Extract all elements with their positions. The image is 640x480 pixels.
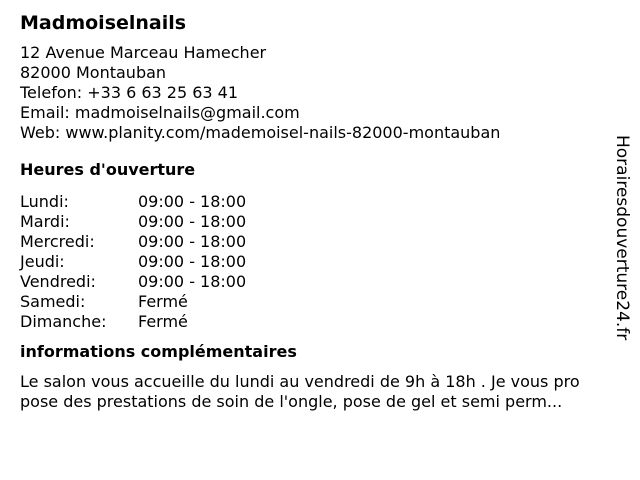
opening-hours-table	[20, 192, 610, 332]
day-hours: 09:00 - 18:00	[138, 232, 247, 251]
hours-row-thursday	[20, 252, 610, 272]
hours-row-tuesday	[20, 212, 610, 232]
day-label: Mardi:	[20, 212, 70, 231]
additional-info-text	[20, 372, 610, 412]
address-street: 12 Avenue Marceau Hamecher	[20, 43, 267, 62]
day-hours: 09:00 - 18:00	[138, 212, 247, 231]
hours-row-saturday	[20, 292, 610, 312]
day-hours: Fermé	[138, 292, 188, 311]
day-hours: 09:00 - 18:00	[138, 192, 247, 211]
email-address: Email: madmoiselnails@gmail.com	[20, 103, 300, 122]
info-line: Le salon vous accueille du lundi au vendredi de 9h à 18h . Je vous pro	[20, 372, 580, 391]
address-city: 82000 Montauban	[20, 63, 167, 82]
day-label: Samedi:	[20, 292, 86, 311]
day-label: Vendredi:	[20, 272, 96, 291]
hours-row-friday	[20, 272, 610, 292]
hours-row-sunday	[20, 312, 610, 332]
day-label: Mercredi:	[20, 232, 95, 251]
site-watermark: Horairesdouverture24.fr	[612, 135, 632, 341]
hours-row-monday	[20, 192, 610, 212]
day-label: Dimanche:	[20, 312, 107, 331]
business-name: Madmoiselnails	[20, 12, 187, 34]
address-block	[20, 43, 610, 143]
additional-info-heading: informations complémentaires	[20, 342, 297, 361]
hours-row-wednesday	[20, 232, 610, 252]
day-hours: 09:00 - 18:00	[138, 252, 247, 271]
opening-hours-heading: Heures d'ouverture	[20, 160, 196, 179]
day-hours: Fermé	[138, 312, 188, 331]
day-label: Lundi:	[20, 192, 69, 211]
day-hours: 09:00 - 18:00	[138, 272, 247, 291]
website-url: Web: www.planity.com/mademoisel-nails-82000-montauban	[20, 123, 501, 142]
business-card	[20, 11, 610, 412]
phone-number: Telefon: +33 6 63 25 63 41	[20, 83, 239, 102]
day-label: Jeudi:	[20, 252, 65, 271]
info-line: pose des prestations de soin de l'ongle, pose de gel et semi perm...	[20, 392, 563, 411]
